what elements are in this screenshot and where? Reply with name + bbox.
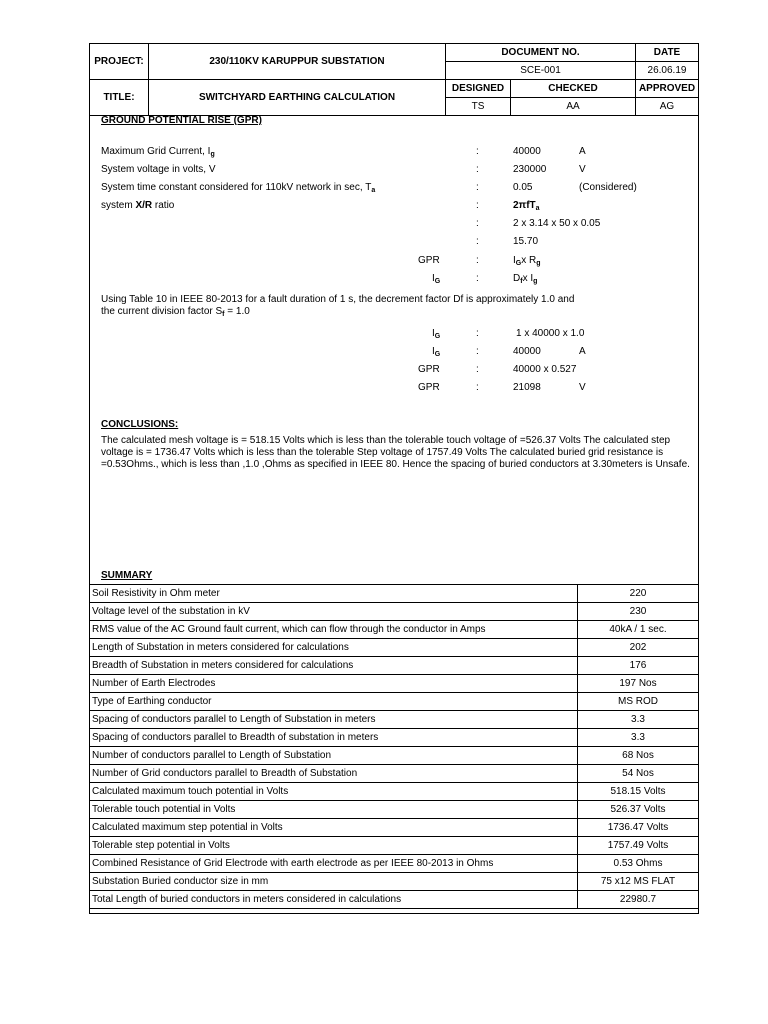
gpr-formula-value: $I_Gx$ $R_g$ <box>513 255 541 267</box>
gpr-row-grid-current-unit: A <box>579 146 586 157</box>
summary-label: Total Length of buried conductors in meters considered in calculations <box>90 891 578 909</box>
summary-label: Type of Earthing conductor <box>90 693 578 711</box>
gpr-row-xr-label: system X/R ratio <box>101 200 175 211</box>
summary-value: 54 Nos <box>578 765 699 783</box>
summary-value: 40kA / 1 sec. <box>578 621 699 639</box>
colon: : <box>476 255 479 266</box>
project-label: PROJECT: <box>90 44 149 80</box>
ig-result-unit: A <box>579 346 586 357</box>
summary-value: 22980.7 <box>578 891 699 909</box>
gpr-row-system-voltage-label: System voltage in volts, V <box>101 164 216 175</box>
gpr-result-unit: V <box>579 382 586 393</box>
summary-value: 3.3 <box>578 711 699 729</box>
ig-calc-label: $I_G$ <box>432 328 441 340</box>
table-row <box>90 603 699 621</box>
gpr-row-time-constant-label: System time constant considered for 110kV network in sec, $T_a$ <box>101 182 376 194</box>
conclusions-text: The calculated mesh voltage is = 518.15 Volts which is less than the tolerable touch voltage of =526.37 Volts The calculated step voltage is = 1736.47 Volts which is less than the tolerable Step voltage of 1757.49 Volts The calculated buried grid resistance is =0.53Ohms., which is less than ,1.0 ,Ohms as specified in IEEE 80. Hence the spacing of buried conductors at 3.30meters is Unsafe. <box>101 435 690 470</box>
ig-formula-value: $D_fx$ $I_g$ <box>513 273 538 285</box>
checked-value: AA <box>511 98 636 116</box>
summary-value: 220 <box>578 585 699 603</box>
document-no-label: DOCUMENT NO. <box>446 44 636 62</box>
approved-value: AG <box>636 98 699 116</box>
table-row <box>90 639 699 657</box>
gpr-result-label: GPR <box>418 382 440 393</box>
colon: : <box>476 273 479 284</box>
colon: : <box>476 164 479 175</box>
ig-result-value: 40000 <box>513 346 541 357</box>
gpr-row-xr-substitution: 2 x 3.14 x 50 x 0.05 <box>513 218 601 229</box>
gpr-paragraph-line2: the current division factor $S_f = 1.0$ <box>101 306 250 318</box>
summary-label: Soil Resistivity in Ohm meter <box>90 585 578 603</box>
gpr-formula-label: GPR <box>418 255 440 266</box>
gpr-calc-value: 40000 x 0.527 <box>513 364 577 375</box>
summary-label: Combined Resistance of Grid Electrode with earth electrode as per IEEE 80-2013 in Ohms <box>90 855 578 873</box>
table-row <box>90 873 699 891</box>
gpr-row-grid-current-label: Maximum Grid Current, $I_g$ <box>101 146 215 158</box>
gpr-row-system-voltage-unit: V <box>579 164 586 175</box>
gpr-row-time-constant-value: 0.05 <box>513 182 533 193</box>
summary-label: Breadth of Substation in meters considered for calculations <box>90 657 578 675</box>
gpr-result-value: 21098 <box>513 382 541 393</box>
summary-label: Voltage level of the substation in kV <box>90 603 578 621</box>
summary-value: 230 <box>578 603 699 621</box>
table-row <box>90 747 699 765</box>
table-row <box>90 675 699 693</box>
gpr-row-time-constant-note: (Considered) <box>579 182 637 193</box>
summary-label: Number of conductors parallel to Length of Substation <box>90 747 578 765</box>
colon: : <box>476 364 479 375</box>
table-row <box>90 837 699 855</box>
table-row <box>90 801 699 819</box>
gpr-paragraph-line1: Using Table 10 in IEEE 80-2013 for a fault duration of 1 s, the decrement factor Df is approximately 1.0 and <box>101 294 575 305</box>
colon: : <box>476 346 479 357</box>
summary-value: 0.53 Ohms <box>578 855 699 873</box>
colon: : <box>476 200 479 211</box>
summary-label: Number of Grid conductors parallel to Breadth of Substation <box>90 765 578 783</box>
title-block <box>89 43 699 116</box>
approved-label: APPROVED <box>636 80 699 98</box>
ig-formula-label: $I_G$ <box>432 273 441 285</box>
table-row <box>90 783 699 801</box>
summary-label: Tolerable step potential in Volts <box>90 837 578 855</box>
summary-value: 526.37 Volts <box>578 801 699 819</box>
summary-value: 518.15 Volts <box>578 783 699 801</box>
colon: : <box>476 182 479 193</box>
project-value: 230/110KV KARUPPUR SUBSTATION <box>149 44 446 80</box>
table-row <box>90 711 699 729</box>
colon: : <box>476 146 479 157</box>
summary-value: 1736.47 Volts <box>578 819 699 837</box>
summary-label: Calculated maximum touch potential in Volts <box>90 783 578 801</box>
table-row <box>90 765 699 783</box>
gpr-calc-label: GPR <box>418 364 440 375</box>
gpr-row-grid-current-value: 40000 <box>513 146 541 157</box>
colon: : <box>476 382 479 393</box>
summary-label: Number of Earth Electrodes <box>90 675 578 693</box>
summary-value: 3.3 <box>578 729 699 747</box>
designed-value: TS <box>446 98 511 116</box>
date-value: 26.06.19 <box>636 62 699 80</box>
summary-value: 202 <box>578 639 699 657</box>
summary-value: MS ROD <box>578 693 699 711</box>
gpr-row-xr-formula: 2πfT$_a$ <box>513 200 540 212</box>
table-row <box>90 621 699 639</box>
table-row <box>90 657 699 675</box>
table-row <box>90 585 699 603</box>
table-row <box>90 693 699 711</box>
summary-value: 75 x12 MS FLAT <box>578 873 699 891</box>
summary-label: Tolerable touch potential in Volts <box>90 801 578 819</box>
gpr-heading: GROUND POTENTIAL RISE (GPR) <box>101 115 262 126</box>
title-value: SWITCHYARD EARTHING CALCULATION <box>149 80 446 116</box>
colon: : <box>476 328 479 339</box>
summary-label: Substation Buried conductor size in mm <box>90 873 578 891</box>
summary-value: 1757.49 Volts <box>578 837 699 855</box>
summary-label: Length of Substation in meters considered for calculations <box>90 639 578 657</box>
summary-label: Calculated maximum step potential in Volts <box>90 819 578 837</box>
table-row <box>90 891 699 909</box>
document-no-value: SCE-001 <box>446 62 636 80</box>
summary-label: RMS value of the AC Ground fault current, which can flow through the conductor in Amps <box>90 621 578 639</box>
ig-result-label: $I_G$ <box>432 346 441 358</box>
table-row <box>90 819 699 837</box>
ig-calc-value: 1 x 40000 x 1.0 <box>516 328 585 339</box>
gpr-row-system-voltage-value: 230000 <box>513 164 547 175</box>
summary-label: Spacing of conductors parallel to Length of Substation in meters <box>90 711 578 729</box>
summary-value: 68 Nos <box>578 747 699 765</box>
colon: : <box>476 236 479 247</box>
summary-table <box>89 584 699 909</box>
gpr-row-xr-result: 15.70 <box>513 236 539 247</box>
summary-heading: SUMMARY <box>101 570 153 581</box>
checked-label: CHECKED <box>511 80 636 98</box>
title-label: TITLE: <box>90 80 149 116</box>
date-label: DATE <box>636 44 699 62</box>
designed-label: DESIGNED <box>446 80 511 98</box>
table-row <box>90 729 699 747</box>
summary-value: 197 Nos <box>578 675 699 693</box>
summary-value: 176 <box>578 657 699 675</box>
colon: : <box>476 218 479 229</box>
summary-label: Spacing of conductors parallel to Breadth of substation in meters <box>90 729 578 747</box>
table-row <box>90 855 699 873</box>
conclusions-heading: CONCLUSIONS: <box>101 419 179 430</box>
